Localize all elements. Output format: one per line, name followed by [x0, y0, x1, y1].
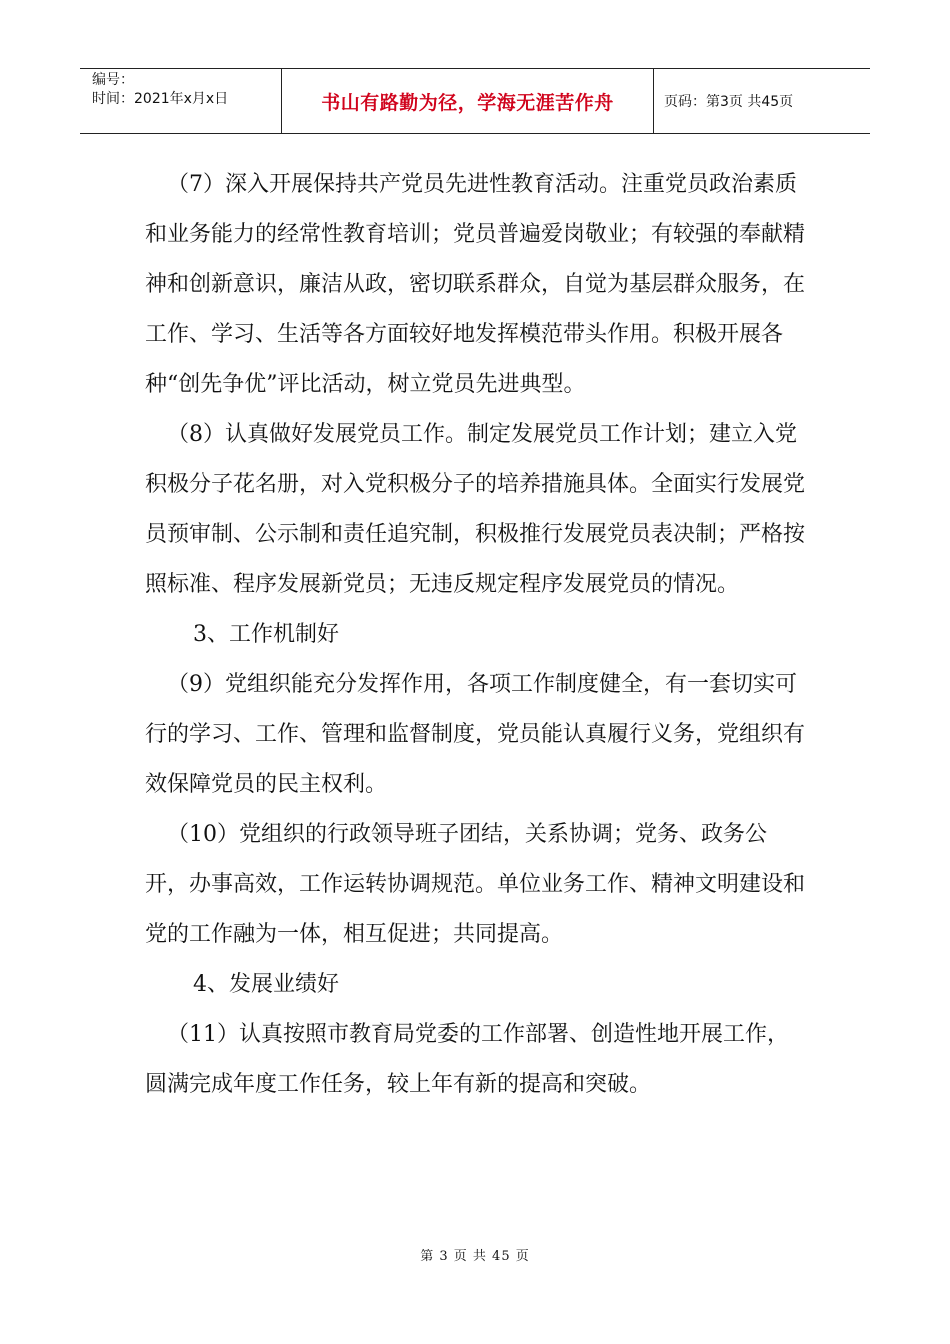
section-heading-3: 3、工作机制好: [193, 622, 339, 647]
document-body: [145, 160, 807, 1110]
section-heading-4: 4、发展业绩好: [193, 972, 339, 997]
paragraph-8: （8）认真做好发展党员工作。制定发展党员工作计划；建立入党积极分子花名册，对入党积极分子的培养措施具体。全面实行发展党员预审制、公示制和责任追究制，积极推行发展党员表决制；严格按照标准、程序发展新党员；无违反规定程序发展党员的情况。: [145, 422, 806, 597]
paragraph-11: （11）认真按照市教育局党委的工作部署、创造性地开展工作，圆满完成年度工作任务，较上年有新的提高和突破。: [145, 1022, 789, 1097]
paragraph-7: （7）深入开展保持共产党员先进性教育活动。注重党员政治素质和业务能力的经常性教育培训；党员普遍爱岗敬业；有较强的奉献精神和创新意识，廉洁从政，密切联系群众，自觉为基层群众服务，在工作、学习、生活等各方面较好地发挥模范带头作用。积极开展各种“创先争优”评比活动，树立党员先进典型。: [145, 172, 806, 397]
paragraph-10: （10）党组织的行政领导班子团结，关系协调；党务、政务公开，办事高效，工作运转协调规范。单位业务工作、精神文明建设和党的工作融为一体，相互促进；共同提高。: [145, 822, 806, 947]
document-header: [80, 68, 870, 134]
header-motto: 书山有路勤为径，学海无涯苦作舟: [282, 69, 654, 133]
paragraph-9: （9）党组织能充分发挥作用，各项工作制度健全，有一套切实可行的学习、工作、管理和监督制度，党员能认真履行义务，党组织有效保障党员的民主权利。: [145, 672, 806, 797]
header-page-info: 页码：第3页 共45页: [664, 94, 794, 110]
page-footer: 第 3 页 共 45 页: [420, 1249, 530, 1264]
document-time-label: 时间：2021年x月x日: [92, 91, 229, 107]
document-number-label: 编号：: [92, 72, 134, 88]
header-meta: [80, 69, 282, 133]
